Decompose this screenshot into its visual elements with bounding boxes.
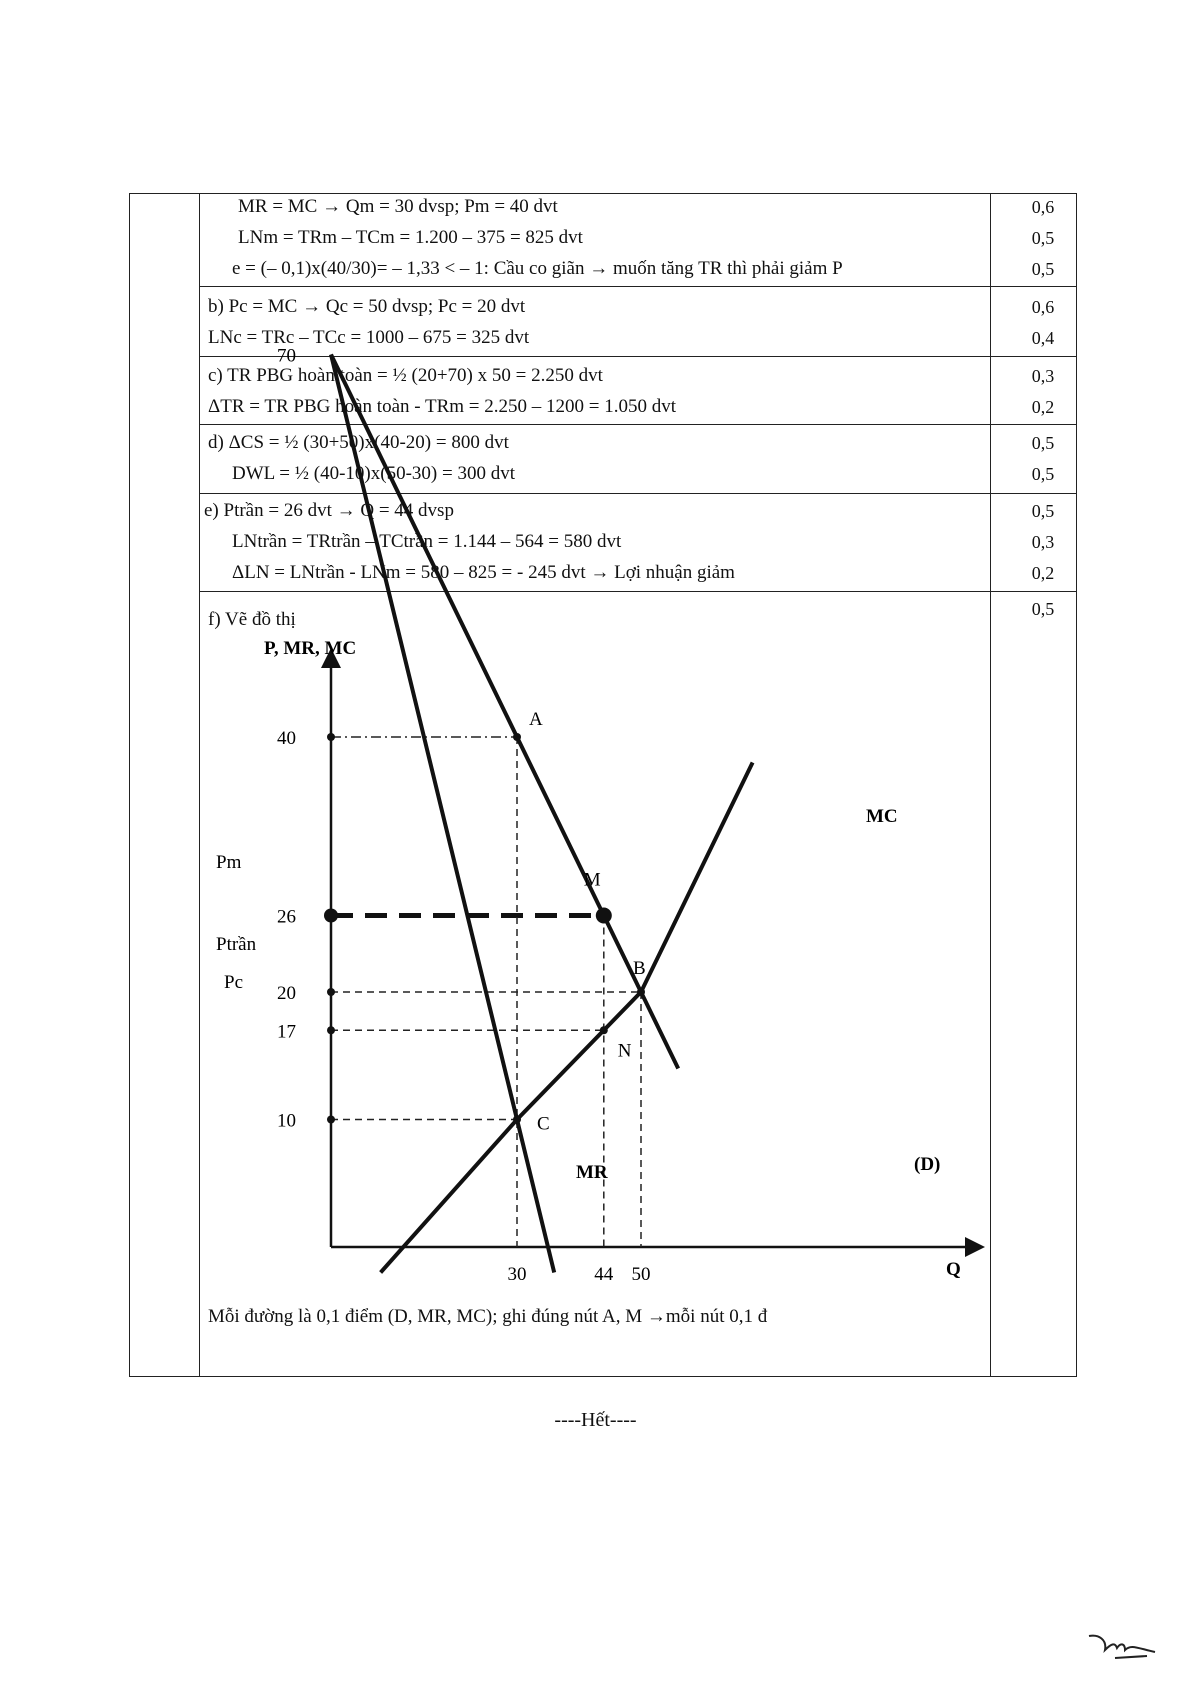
part-f-note: Mỗi đường là 0,1 điểm (D, MR, MC); ghi đúng nút A, M →mỗi nút 0,1 đ (208, 1306, 768, 1327)
curve-mr (331, 355, 554, 1273)
mr-curve-label: MR (576, 1162, 608, 1183)
part-d-line2: DWL = ½ (40-10)x(50-30) = 300 dvt (232, 463, 515, 484)
part-a-line1: MR = MC → Qm = 30 dvsp; Pm = 40 dvt (238, 196, 558, 217)
score: 0,5 (1031, 433, 1055, 453)
part-b-line1: b) Pc = MC → Qc = 50 dvsp; Pc = 20 dvt (208, 296, 526, 317)
score: 0,3 (1031, 532, 1055, 552)
point-b (637, 988, 645, 996)
y-tick-dot (327, 1116, 335, 1124)
y-tick-dot (327, 733, 335, 741)
y-tick-label: 70 (277, 345, 296, 367)
signature-icon (1085, 1628, 1165, 1668)
point-n (600, 1026, 608, 1034)
pc-label: Pc (224, 972, 243, 993)
x-axis-label: Q (946, 1259, 961, 1280)
point-a-label: A (529, 709, 543, 730)
score: 0,5 (1031, 501, 1055, 521)
part-e-line2: LNtrần = TRtrần – TCtrần = 1.144 – 564 = 580 dvt (232, 531, 622, 552)
score: 0,5 (1031, 259, 1055, 279)
y-tick-label: 26 (277, 906, 296, 928)
x-tick-label: 30 (507, 1264, 527, 1285)
y-tick-label: 20 (277, 983, 296, 1004)
score: 0,6 (1031, 297, 1055, 317)
y-tick-label: 40 (277, 728, 296, 749)
score: 0,3 (1031, 366, 1055, 386)
part-f-title: f) Vẽ đồ thị (208, 609, 296, 630)
y-tick-label: 10 (277, 1110, 296, 1132)
x-tick-label: 50 (631, 1264, 651, 1285)
part-e-line3: ΔLN = LNtrần - LNm = 580 – 825 = - 245 dvt → Lợi nhuận giảm (232, 562, 735, 583)
y-tick-label: 17 (277, 1021, 296, 1043)
score: 0,5 (1031, 228, 1055, 248)
score: 0,5 (1031, 599, 1055, 619)
y-tick-dot (324, 909, 338, 923)
demand-curve-label: (D) (914, 1154, 941, 1175)
score: 0,2 (1031, 397, 1055, 417)
part-c-line1: c) TR PBG hoàn toàn = ½ (20+70) x 50 = 2.250 dvt (208, 365, 603, 386)
part-a-line3: e = (– 0,1)x(40/30)= – 1,33 < – 1: Cầu co giãn → muốn tăng TR thì phải giảm P (232, 258, 843, 279)
y-axis-label: P, MR, MC (264, 638, 357, 659)
y-tick-dot (327, 1026, 335, 1034)
part-d-line1: d) ΔCS = ½ (30+50)x(40-20) = 800 dvt (208, 432, 509, 453)
part-c-line2: ΔTR = TR PBG hoàn toàn - TRm = 2.250 – 1200 = 1.050 dvt (208, 396, 677, 417)
part-b-line2: LNc = TRc – TCc = 1000 – 675 = 325 dvt (208, 327, 530, 348)
pm-label: Pm (216, 852, 242, 873)
x-tick-label: 44 (594, 1264, 614, 1285)
score: 0,5 (1031, 464, 1055, 484)
y-tick-dot (327, 988, 335, 996)
score: 0,4 (1031, 328, 1055, 348)
point-c-label: C (537, 1113, 550, 1135)
part-e-line1: e) Ptrần = 26 dvt → Q = 44 dvsp (204, 500, 454, 521)
mc-curve-label: MC (866, 806, 898, 827)
part-a-line2: LNm = TRm – TCm = 1.200 – 375 = 825 dvt (238, 227, 583, 248)
score: 0,2 (1031, 563, 1055, 583)
footer: ----Hết---- (554, 1409, 637, 1431)
point-m-label: M (583, 869, 601, 891)
ptran-label: Ptrần (216, 934, 257, 955)
score: 0,6 (1031, 197, 1055, 217)
point-b-label: B (633, 958, 646, 979)
curve-d (331, 355, 678, 1069)
point-c (513, 1116, 521, 1124)
point-a (513, 733, 521, 741)
point-m (596, 908, 612, 924)
point-n-label: N (617, 1040, 632, 1062)
